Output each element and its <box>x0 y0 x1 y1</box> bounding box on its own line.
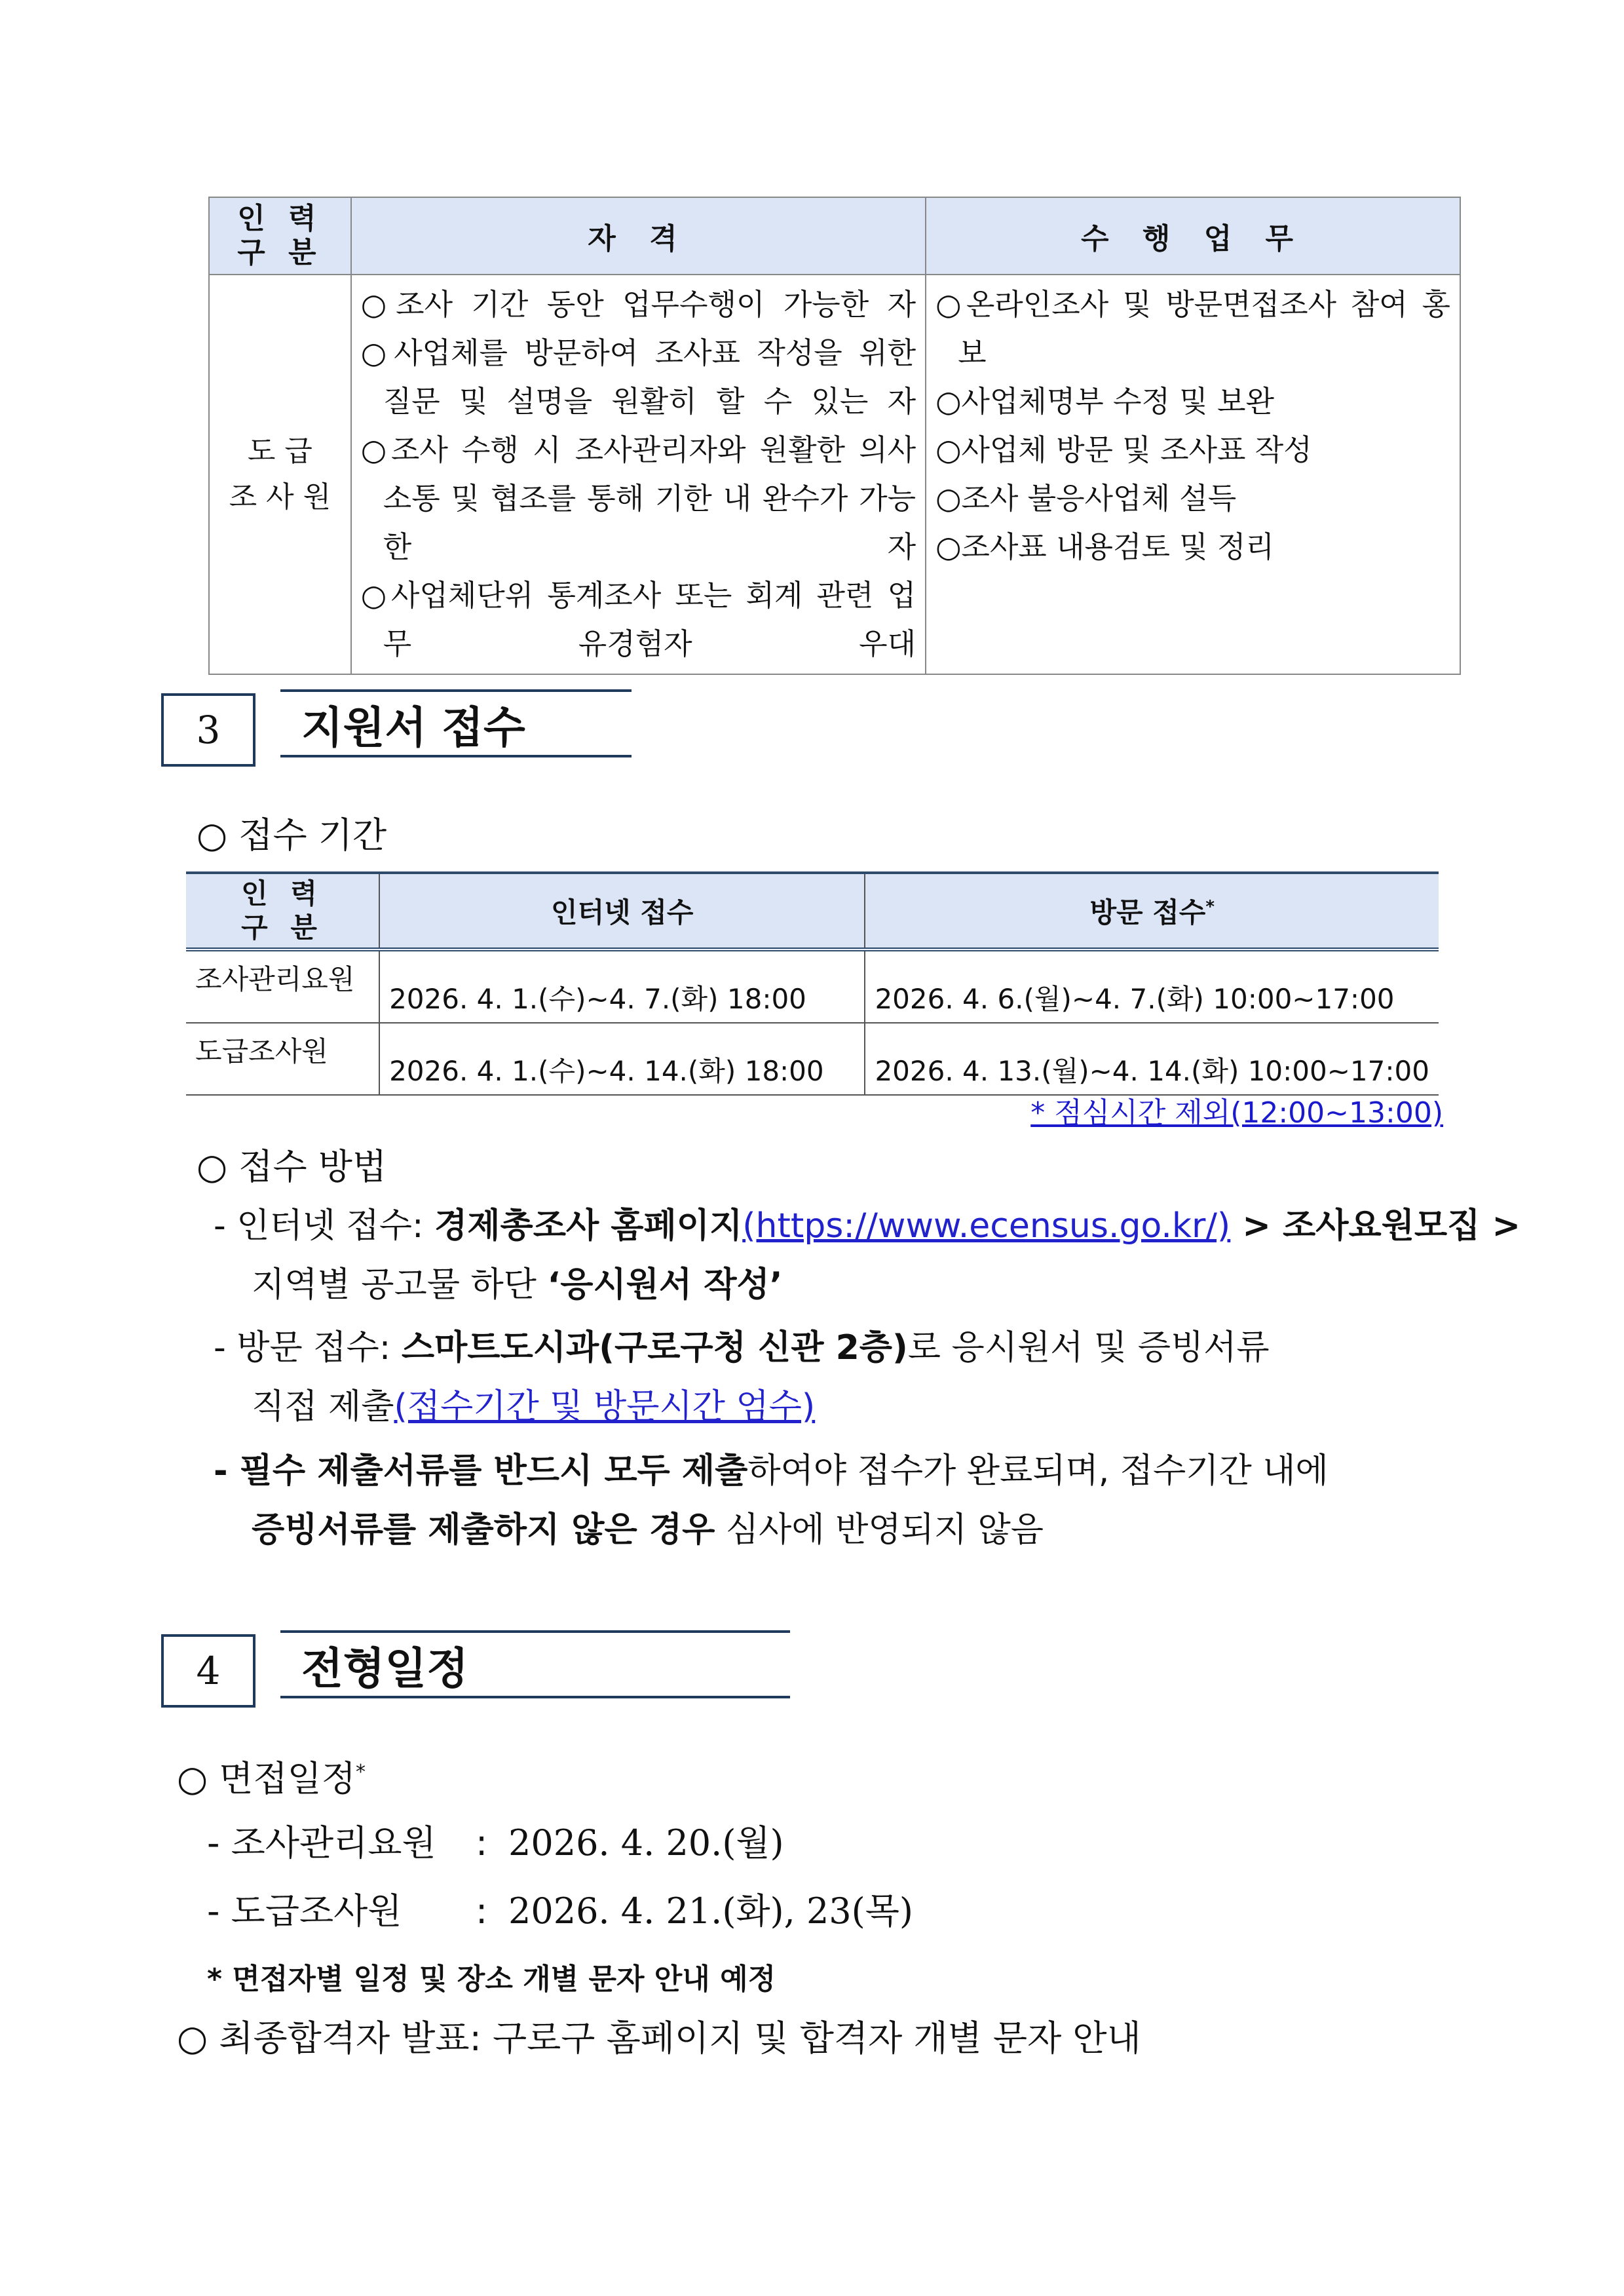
period-header-category-text: 인 력 구 분 <box>241 877 324 944</box>
period-heading: ○ 접수 기간 <box>197 814 387 856</box>
internet-prefix: - 인터넷 접수: <box>214 1206 435 1246</box>
table-row <box>186 1023 1439 1095</box>
req-a: - 필수 제출서류를 반드시 모두 제출 <box>214 1451 748 1491</box>
schedule-mark: * <box>355 1761 366 1784</box>
header-category-text: 인 력 구 분 <box>237 202 323 269</box>
visit-method-line1 <box>214 1318 1270 1377</box>
row-internet: 2026. 4. 1.(수)~4. 7.(화) 18:00 <box>379 949 865 1023</box>
schedule-label: - 조사관리요원 <box>207 1822 436 1864</box>
internet-line2-b: ‘응시원서 작성’ <box>547 1265 783 1305</box>
internet-url-link[interactable]: (https://www.ecensus.go.kr/) <box>742 1206 1231 1246</box>
schedule-sep: : <box>476 1890 488 1932</box>
schedule-item <box>207 1814 784 1873</box>
table-row <box>186 949 1439 1023</box>
qualification-item: ○조사 수행 시 조사관리자와 원활한 의사소통 및 협조를 통해 기한 내 완수가 가능한 자 <box>360 432 916 564</box>
category-text: 도 급 조 사 원 <box>229 434 331 514</box>
header-qualification: 자 격 <box>351 197 926 275</box>
schedule-date: 2026. 4. 21.(화), 23(목) <box>508 1890 913 1932</box>
row-category: 도급조사원 <box>186 1023 379 1095</box>
row-category: 조사관리요원 <box>186 949 379 1023</box>
row-visit: 2026. 4. 6.(월)~4. 7.(화) 10:00~17:00 <box>865 949 1439 1023</box>
duty-item: ○조사 불응사업체 설득 <box>935 481 1237 516</box>
header-category <box>209 197 351 275</box>
qualification-item: ○사업체단위 통계조사 또는 회계 관련 업무 유경험자 우대 <box>360 578 916 661</box>
duty-item: ○사업체명부 수정 및 보완 <box>935 384 1274 419</box>
internet-site: 경제총조사 홈페이지 <box>434 1206 743 1246</box>
schedule-heading-text: ○ 면접일정 <box>177 1758 356 1799</box>
period-header-category <box>186 873 379 949</box>
qualification-item: ○사업체를 방문하여 조사표 작성을 위한 질문 및 설명을 원활히 할 수 있는 자 <box>360 335 916 419</box>
duty-item: ○온라인조사 및 방문면접조사 참여 홍보 <box>935 287 1450 370</box>
category-cell <box>209 275 351 674</box>
visit-line2-a: 직접 제출 <box>252 1387 394 1426</box>
visit-line2-b: (접수기간 및 방문시간 엄수) <box>394 1387 816 1426</box>
duty-item: ○조사표 내용검토 및 정리 <box>935 529 1274 564</box>
schedule-label: - 도급조사원 <box>207 1890 402 1932</box>
period-header-internet: 인터넷 접수 <box>379 873 865 949</box>
schedule-item <box>207 1882 913 1941</box>
interview-note: * 면접자별 일정 및 장소 개별 문자 안내 예정 <box>207 1962 776 1996</box>
internet-method-line1 <box>214 1196 1520 1255</box>
duties-cell <box>926 275 1460 674</box>
visit-method-line2 <box>252 1377 815 1436</box>
req-b: 하여야 접수가 완료되며, 접수기간 내에 <box>747 1451 1329 1491</box>
row-internet: 2026. 4. 1.(수)~4. 14.(화) 18:00 <box>379 1023 865 1095</box>
schedule-date: 2026. 4. 20.(월) <box>508 1822 784 1864</box>
section-number-box: 3 <box>161 693 255 767</box>
schedule-sep: : <box>476 1822 488 1864</box>
required-docs-line1 <box>214 1442 1329 1501</box>
internet-method-line2 <box>252 1255 782 1314</box>
qualification-cell <box>351 275 926 674</box>
visit-rest: 로 응시원서 및 증빙서류 <box>907 1328 1270 1368</box>
internet-menu: > 조사요원모집 > <box>1230 1206 1521 1246</box>
schedule-heading <box>177 1743 366 1808</box>
visit-place: 스마트도시과(구로구청 신관 2층) <box>401 1328 908 1368</box>
period-table <box>186 871 1439 1096</box>
lunch-note: * 점심시간 제외(12:00~13:00) <box>1030 1096 1443 1130</box>
req-d: 심사에 반영되지 않음 <box>715 1510 1044 1550</box>
method-heading: ○ 접수 방법 <box>197 1146 387 1187</box>
period-header-visit-text: 방문 접수 <box>1089 896 1206 928</box>
section-title: 지원서 접수 <box>280 689 632 757</box>
row-visit: 2026. 4. 13.(월)~4. 14.(화) 10:00~17:00 <box>865 1023 1439 1095</box>
duty-item: ○사업체 방문 및 조사표 작성 <box>935 432 1312 467</box>
section-title: 전형일정 <box>280 1630 790 1698</box>
required-docs-line2 <box>252 1501 1044 1559</box>
final-announcement: ○ 최종합격자 발표: 구로구 홈페이지 및 합격자 개별 문자 안내 <box>177 2018 1141 2059</box>
qualification-item: ○조사 기간 동안 업무수행이 가능한 자 <box>360 287 916 322</box>
visit-prefix: - 방문 접수: <box>214 1328 402 1368</box>
req-c: 증빙서류를 제출하지 않은 경우 <box>252 1510 715 1550</box>
internet-line2-a: 지역별 공고물 하단 <box>252 1265 548 1305</box>
visit-mark: * <box>1205 897 1215 917</box>
section-number-box: 4 <box>161 1634 255 1708</box>
header-duties: 수 행 업 무 <box>926 197 1460 275</box>
period-header-visit <box>865 873 1439 949</box>
personnel-table <box>208 197 1461 675</box>
